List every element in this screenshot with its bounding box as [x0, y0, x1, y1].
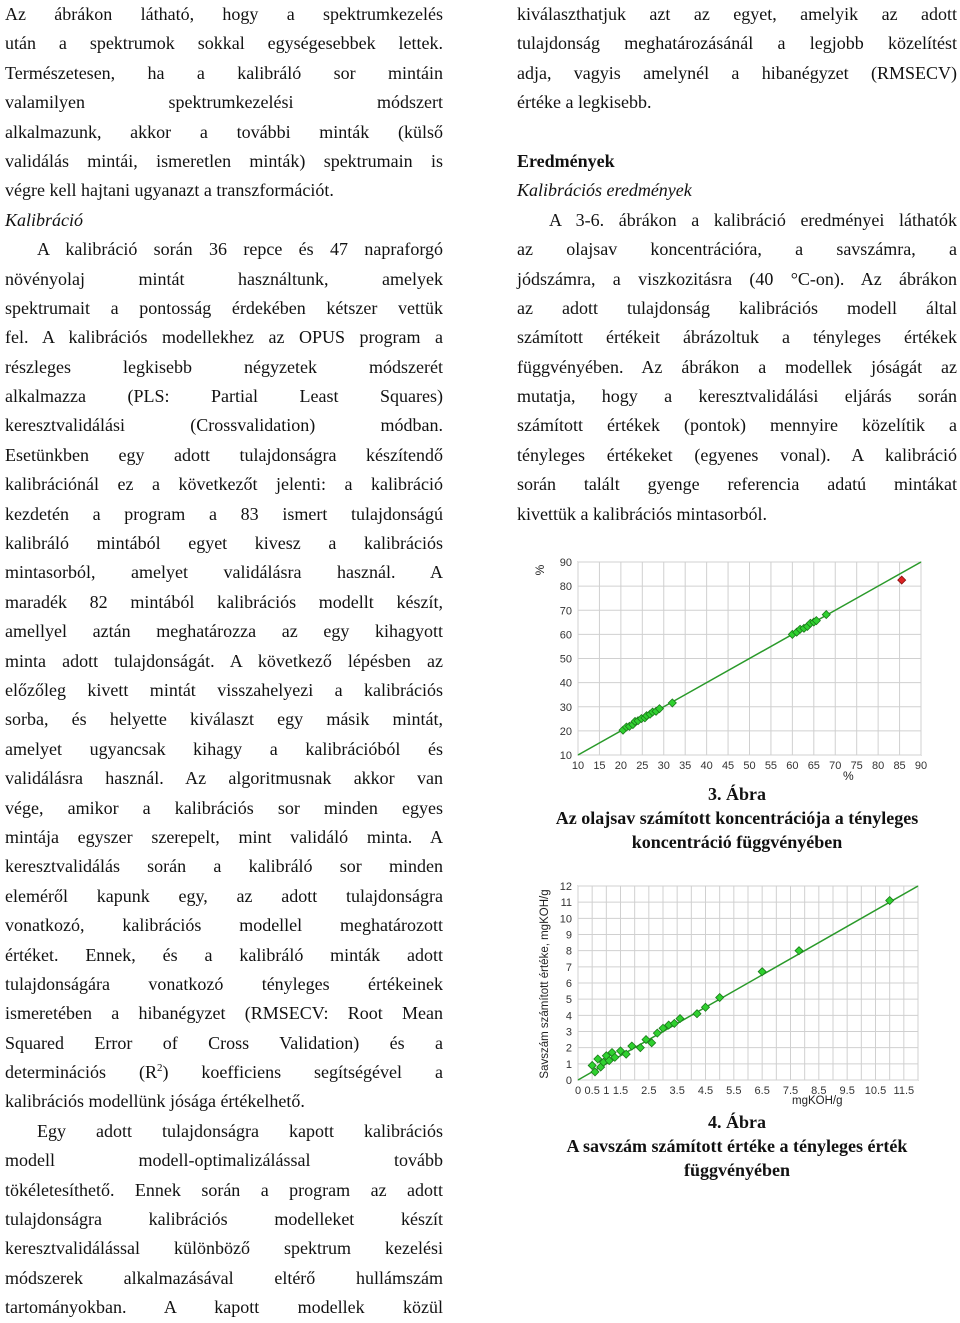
text-line: előzőleg kivett mintát visszahelyezi a kalibrációs [5, 679, 443, 700]
fig3-x-tick-label: 20 [614, 760, 627, 772]
text-line: függvényében. Az ábrákon a modellek jóságát az [517, 356, 957, 377]
text-line: ismeretében a hibanégyzet (RMSECV: Root Mean [5, 1003, 443, 1024]
figure-4-caption-line: függvényében [683, 1160, 790, 1180]
text-line: módszerek alkalmazásával eltérő hullámszám [5, 1267, 443, 1288]
spacer [517, 118, 957, 147]
fig4-x-tick-label: 7.5 [782, 1085, 799, 1097]
text-line: keresztvalidálási (Crossvalidation) módban. [5, 415, 443, 436]
fig4-x-tick-label: 5.5 [726, 1085, 742, 1097]
text-line: után a spektrumok sokkal egységesebbek lettek. [5, 33, 443, 54]
text-line: kiválaszthatjuk azt az egyet, amelyik az adott [517, 4, 957, 24]
fig4-y-tick-label: 11 [560, 897, 572, 910]
fig3-x-tick-label: 15 [593, 760, 606, 772]
fig4-x-tick-label: 3.5 [669, 1085, 685, 1097]
text-line: keresztvalidálással különböző spektrum kezelési [5, 1238, 443, 1259]
left-column [5, 0, 443, 1323]
text-line: A 3-6. ábrákon a kalibráció eredményei láthatók [549, 209, 957, 230]
fig4-y-title: Savszám számított értéke, mgKOH/g [539, 889, 551, 1079]
fig4-y-tick-label: 0 [565, 1075, 572, 1087]
text-line: validálásra használ. Az algoritmusnak akkor van [5, 768, 443, 789]
text-line: alkalmazunk, akkor a további minták (külső [5, 121, 443, 142]
text-line: tartományokban. A kapott modellek közül [5, 1297, 443, 1318]
text-line: az adott tulajdonság kalibrációs modell által [517, 297, 957, 318]
fig4-y-tick-label: 1 [565, 1058, 572, 1071]
fig3-x-tick-label: 40 [700, 760, 713, 772]
text-line: alkalmazza (PLS: Partial Least Squares) [5, 386, 443, 407]
fig3-x-tick-label: 55 [764, 760, 778, 772]
fig4-y-tick-label: 7 [565, 961, 572, 974]
fig3-y-tick-label: 60 [559, 629, 572, 642]
text-line: amelyet ugyancsak kihagy a kalibrációból és [5, 738, 443, 759]
fig3-y-tick-label: 40 [559, 677, 572, 690]
figure-3-caption-line: koncentráció függvényében [631, 832, 843, 852]
text-line: értéke a legkisebb. [517, 92, 652, 113]
text-line: fel. A kalibrációs modellekhez az OPUS program a [5, 327, 443, 348]
fig3-x-tick-label: 10 [571, 760, 585, 772]
text-line: Squared Error of Cross Validation) és a [5, 1032, 443, 1053]
fig3-x-tick-label: 75 [850, 760, 863, 772]
text-line: mintája egyszer szerepelt, mint validáló minta. A [5, 826, 443, 847]
figure-4-number: 4. Ábra [708, 1112, 766, 1132]
text-line: kezdetén a program a 83 ismert tulajdonságú [5, 503, 443, 524]
fig3-x-tick-label: 35 [679, 760, 692, 772]
fig4-x-tick-label: 1.5 [612, 1085, 629, 1097]
text-line: Esetünkben egy adott tulajdonságra készítendő [5, 444, 443, 465]
text-line: mutatja, hogy a keresztvalidálási eljárás során [517, 386, 957, 407]
text-line: tulajdonságára vonatkozó tényleges értékeinek [5, 973, 443, 994]
text-line: kalibrációs modellünk jósága értékelhető. [5, 1091, 305, 1112]
text-line: Az ábrákon látható, hogy a spektrumkezelés [5, 4, 443, 24]
fig3-x-tick-label: 45 [721, 760, 735, 772]
fig4-x-tick-label: 4.5 [697, 1085, 714, 1097]
text-line: részleges legkisebb négyzetek módszerét [5, 356, 443, 377]
text-line: végre kell hajtani ugyanazt a transzformációt. [5, 180, 334, 201]
figure-4-caption [517, 1110, 957, 1182]
r2-text-start: determinációs (R [5, 1062, 157, 1083]
fig3-x-tick-label: 30 [657, 760, 670, 772]
fig4-y-tick-label: 2 [565, 1042, 572, 1055]
fig4-x-tick-label: 0 [574, 1085, 582, 1097]
text-line: modell modell-optimalizálással tovább [5, 1150, 443, 1171]
text-line: kivettük a kalibrációs mintasorból. [517, 503, 767, 524]
figure-4-caption-line: A savszám számított értéke a tényleges érték [566, 1136, 908, 1156]
text-line: kalibrációnál ez a következőt jelenti: a kalibráció [5, 474, 443, 495]
right-column [517, 0, 957, 529]
r2-text-rest: ) koefficiens segítségével a [162, 1062, 443, 1083]
fig4-x-tick-label: 11.5 [893, 1085, 915, 1097]
text-line: tulajdonságra kalibrációs modelleket készít [5, 1209, 443, 1230]
fig3-x-tick-label: 85 [893, 760, 906, 772]
text-line: vége, amikor a kalibrációs sor minden egyes [5, 797, 443, 818]
text-line: amellyel aztán meghatározza az egy kihagyott [5, 621, 443, 642]
figure-3-number: 3. Ábra [708, 784, 766, 804]
fig4-x-tick-label: 2.5 [641, 1085, 657, 1097]
results-heading: Eredmények [517, 150, 615, 171]
results-subheading: Kalibrációs eredmények [517, 180, 692, 201]
text-line: spektrumait a pontosság érdekében kétszer vettük [5, 297, 443, 318]
fig4-x-tick-label: 0.5 [584, 1085, 600, 1097]
fig4-y-tick-label: 5 [565, 994, 572, 1007]
fig3-x-tick-label: 70 [829, 760, 842, 772]
text-line: tulajdonság meghatározásánál a legjobb közelítést [517, 33, 957, 54]
text-line: minta adott tulajdonságát. A következő lépésben az [5, 650, 443, 671]
text-line: jódszámra, a viszkozitásra (40 °C-on). Az ábrákon [517, 268, 957, 289]
text-line: validálás mintái, ismeretlen minták) spektrumain is [5, 150, 443, 171]
fig3-y-unit: % [533, 564, 547, 576]
fig4-x-tick-label: 8.5 [811, 1085, 827, 1097]
section-heading-kalibracio: Kalibráció [5, 209, 84, 230]
text-line: sorba, és helyette kiválaszt egy másik mintát, [5, 709, 443, 730]
fig4-y-tick-label: 12 [559, 881, 572, 893]
fig4-y-tick-label: 6 [565, 978, 572, 990]
fig3-x-tick-label: 90 [914, 760, 928, 772]
figure-3-chart [532, 552, 932, 792]
text-line: tökéletesíthető. Ennek során a program az adott [5, 1179, 443, 1200]
text-line: mintasorból, amelyet validálásra használ. A [5, 562, 443, 583]
left-text [5, 0, 443, 1323]
text-line: kalibráló mintából egyet kivesz a kalibrációs [5, 533, 443, 554]
fig4-y-tick-label: 3 [565, 1026, 572, 1039]
r2-superscript: 2 [156, 1062, 163, 1075]
text-line: Egy adott tulajdonságra kapott kalibrációs [37, 1120, 443, 1141]
fig3-x-tick-label: 25 [636, 760, 649, 772]
figure-4-chart [532, 874, 932, 1110]
fig3-x-tick-label: 60 [786, 760, 799, 772]
fig4-x-unit: mgKOH/g [792, 1095, 843, 1107]
fig4-x-tick-label: 10.5 [864, 1085, 887, 1097]
text-line: tényleges értékeket (egyenes vonal). A kalibráció [517, 444, 957, 465]
text-line: maradék 82 mintából kalibrációs modellt készít, [5, 591, 443, 612]
fig4-x-tick-label: 6.5 [754, 1085, 770, 1097]
fig3-y-tick-label: 90 [559, 557, 572, 569]
text-line-r2 [5, 1058, 443, 1087]
fig3-x-tick-label: 80 [872, 760, 885, 772]
fig3-x-tick-label: 50 [743, 760, 756, 772]
fig3-y-tick-label: 80 [559, 581, 572, 594]
text-line: valamilyen spektrumkezelési módszert [5, 92, 443, 113]
fig4-y-tick-label: 9 [565, 929, 572, 942]
text-line: A kalibráció során 36 repce és 47 napraforgó [37, 239, 443, 260]
text-line: eleméről kapunk egy, az adott tulajdonságra [5, 885, 443, 906]
fig3-y-tick-label: 10 [559, 750, 572, 762]
text-line: számított értékeit ábrázoltuk a tényleges értékek [517, 327, 957, 348]
text-line: növényolaj mintát használtunk, amelyek [5, 268, 443, 289]
fig3-y-tick-label: 20 [559, 725, 572, 738]
fig4-y-tick-label: 10 [559, 913, 572, 926]
fig3-x-tick-label: 65 [807, 760, 820, 772]
fig3-x-unit: % [843, 769, 854, 783]
text-line: Természetesen, ha a kalibráló sor mintáin [5, 62, 443, 83]
fig4-y-tick-label: 4 [565, 1010, 572, 1023]
text-line: vonatkozó, kalibrációs modellel meghatározott [5, 915, 443, 936]
fig4-x-tick-label: 9.5 [839, 1085, 855, 1097]
fig4-y-tick-label: 8 [565, 945, 572, 958]
text-line: az olajsav koncentrációra, a savszámra, a [517, 239, 957, 260]
fig3-y-tick-label: 70 [559, 605, 572, 618]
text-line: keresztvalidálás során a kalibráló sor minden [5, 856, 443, 877]
text-line: számított értékek (pontok) mennyire közelítik a [517, 415, 957, 436]
figure-3-caption-line: Az olajsav számított koncentrációja a tényleges [555, 808, 919, 828]
fig3-y-tick-label: 30 [559, 701, 572, 714]
text-line: adja, vagyis amelynél a hibanégyzet (RMSECV) [517, 62, 957, 83]
text-line: során talált gyenge referencia adatú mintákat [517, 474, 957, 495]
text-line: értéket. Ennek, és a kalibráló minták adott [5, 944, 443, 965]
figure-3-caption [517, 782, 957, 854]
fig3-y-tick-label: 50 [559, 653, 572, 666]
fig4-x-tick-label: 1 [603, 1085, 610, 1097]
